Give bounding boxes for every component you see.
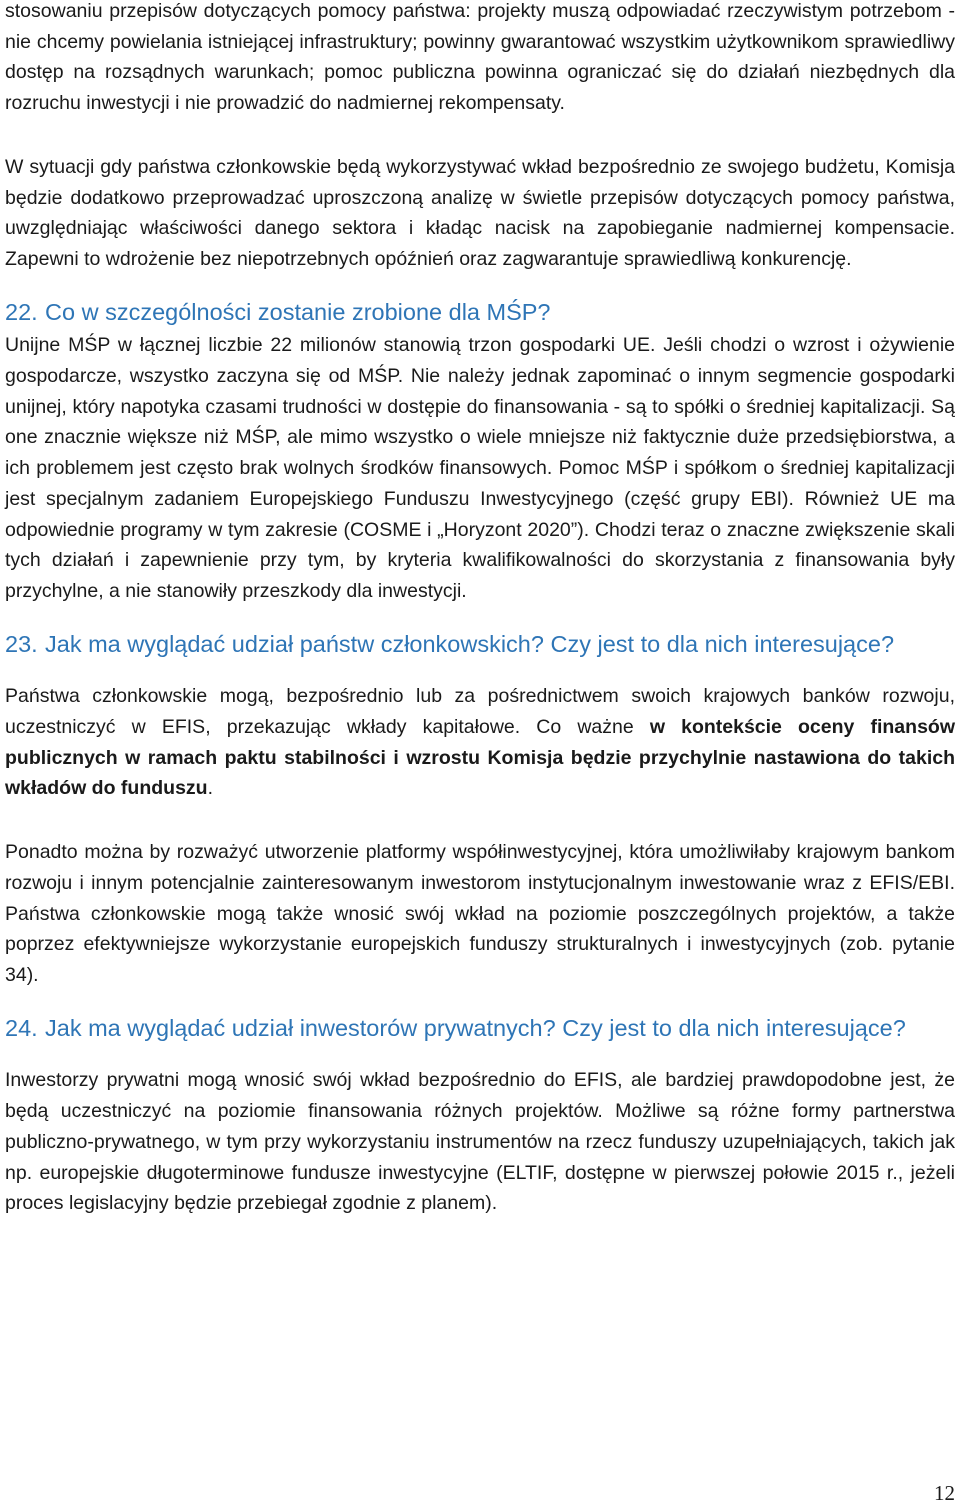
heading-text: Jak ma wyglądać udział państw członkowskich? Czy jest to dla nich interesujące? — [45, 630, 895, 657]
heading-number: 24. — [5, 1014, 38, 1041]
heading-question-22 — [5, 297, 955, 328]
paragraph-coinvestment-platform: Ponadto można by rozważyć utworzenie platformy współinwestycyjnej, która umożliwiłaby krajowym bankom rozwoju i innym potencjalnie zainteresowanym inwestorom instytucjonalnym inwestowanie wraz z EFIS/EBI. Państwa członkowskie mogą także wnosić swój wkład na poziomie poszczególnych projektów, a także poprzez efektywniejsze wykorzystanie europejskich funduszy strukturalnych i inwestycyjnych (zob. pytanie 34). — [5, 841, 955, 986]
heading-question-24 — [5, 1013, 955, 1044]
document-page — [5, 0, 955, 1219]
heading-text: Jak ma wyglądać udział inwestorów prywatnych? Czy jest to dla nich interesujące? — [45, 1014, 906, 1041]
text-period: . — [207, 777, 213, 800]
paragraph-sme-answer: Unijne MŚP w łącznej liczbie 22 milionów stanowią trzon gospodarki UE. Jeśli chodzi o wzrost i ożywienie gospodarcze, wszystko zaczyna się od MŚP. Nie należy jednak zapominać o innym segmencie gospodarki unijnej, który napotyka czasami trudności w dostępie do finansowania - są to spółki o średniej kapitalizacji. Są one znacznie większe niż MŚP, ale mimo wszystko o wiele mniejsze niż faktycznie duże przedsiębiorstwa, a ich problemem jest często brak wolnych środków finansowych. Pomoc MŚP i spółkom o średniej kapitalizacji jest specjalnym zadaniem Europejskiego Funduszu Inwestycyjnego (część grupy EBI). Również UE ma odpowiednie programy w tym zakresie (COSME i „Horyzont 2020”). Chodzi teraz o znaczne zwiększenie skali tych działań i zapewnienie przy tym, by kryteria kwalifikowalności do skorzystania z finansowania były przychylne, a nie stanowiły przeszkody dla inwestycji. — [5, 334, 955, 602]
heading-text: Co w szczególności zostanie zrobione dla MŚP? — [45, 298, 551, 325]
heading-question-23 — [5, 629, 955, 660]
heading-number: 22. — [5, 298, 38, 325]
paragraph-member-state-budget: W sytuacji gdy państwa członkowskie będą wykorzystywać wkład bezpośrednio ze swojego budżetu, Komisja będzie dodatkowo przeprowadzać uproszczoną analizę w świetle przepisów dotyczących pomocy państwa, uwzględniając właściwości danego sektora i kładąc nacisk na zapobieganie nadmiernej kompensacie. Zapewni to wdrożenie bez niepotrzebnych opóźnień oraz zagwarantuje sprawiedliwą konkurencję. — [5, 155, 955, 270]
paragraph-member-states-answer — [5, 681, 955, 804]
paragraph-private-investors-answer: Inwestorzy prywatni mogą wnosić swój wkład bezpośrednio do EFIS, ale bardziej prawdopodobne jest, że będą uczestniczyć na poziomie finansowania różnych projektów. Możliwe są różne formy partnerstwa publiczno-prywatnego, w tym przy wykorzystaniu instrumentów na rzecz funduszy uzupełniających, takich jak np. europejskie długoterminowe fundusze inwestycyjne (ELTIF, dostępne w pierwszej połowie 2015 r., jeżeli proces legislacyjny będzie przebiegał zgodnie z planem). — [5, 1069, 955, 1215]
text-plain: Państwa członkowskie mogą, bezpośrednio lub za pośrednictwem swoich krajowych banków rozwoju, uczestniczyć w EFIS, przekazując wkłady kapitałowe. Co ważne — [5, 685, 955, 739]
heading-number: 23. — [5, 630, 38, 657]
text-bold-emphasis: w kontekście oceny finansów publicznych w ramach paktu stabilności i wzrostu Komisja będzie przychylnie nastawiona do takich wkładów do funduszu — [5, 716, 955, 800]
paragraph-state-aid-rules: stosowaniu przepisów dotyczących pomocy państwa: projekty muszą odpowiadać rzeczywistym potrzebom - nie chcemy powielania istniejącej infrastruktury; powinny gwarantować wszystkim użytkownikom sprawiedliwy dostęp na rozsądnych warunkach; pomoc publiczna powinna ograniczać się do działań niezbędnych dla rozruchu inwestycji i nie prowadzić do nadmiernej rekompensaty. — [5, 0, 955, 115]
page-number: 12 — [934, 1481, 955, 1505]
